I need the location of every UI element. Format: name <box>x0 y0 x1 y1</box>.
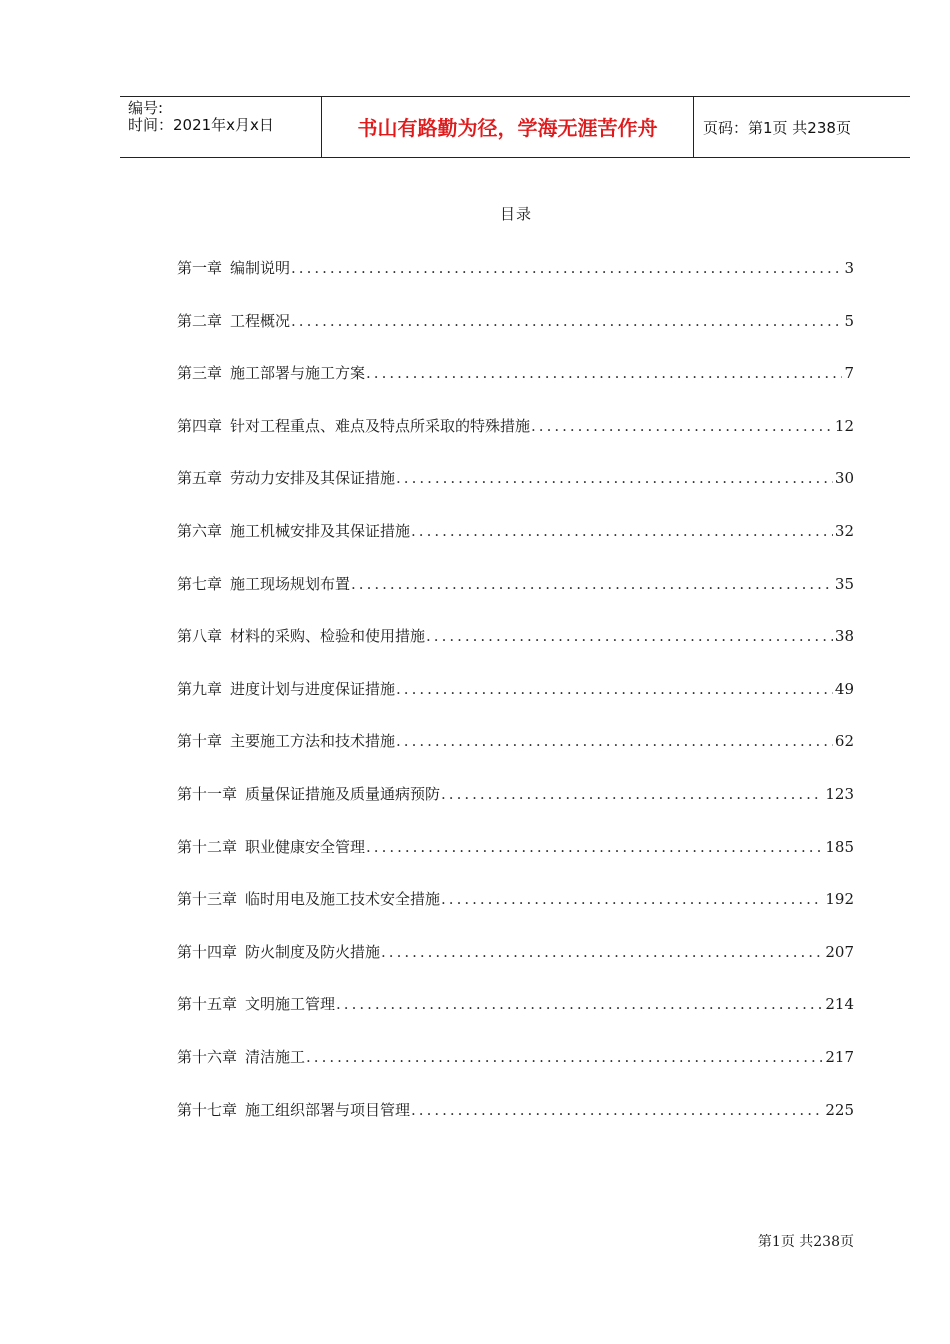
toc-chapter-title: 职业健康安全管理 <box>245 837 366 856</box>
toc-page-number: 3 <box>844 259 854 277</box>
toc-entry[interactable] <box>177 678 854 731</box>
toc-chapter-number: 第八章 <box>177 627 223 646</box>
toc-dot-leader <box>396 678 833 700</box>
toc-entry[interactable] <box>177 783 854 836</box>
toc-chapter-title: 临时用电及施工技术安全措施 <box>245 890 441 909</box>
toc-chapter-title: 文明施工管理 <box>245 995 336 1014</box>
document-date: 时间：2021年x月x日 <box>128 116 274 134</box>
toc-chapter-number: 第九章 <box>177 679 223 698</box>
header-motto-cell <box>321 97 694 157</box>
toc-entry[interactable] <box>177 362 854 415</box>
toc-page-number: 49 <box>834 679 854 698</box>
toc-page-number: 7 <box>844 364 854 383</box>
toc-entry[interactable] <box>177 836 854 889</box>
toc-entry[interactable] <box>177 415 854 468</box>
toc-dot-leader <box>441 888 823 910</box>
toc-page-number: 225 <box>825 1100 854 1119</box>
toc-chapter-title: 材料的采购、检验和使用措施 <box>230 627 426 646</box>
toc-dot-leader <box>306 1046 823 1068</box>
toc-page-number: 185 <box>825 837 854 856</box>
toc-entry[interactable] <box>177 993 854 1046</box>
toc-entry[interactable] <box>177 1046 854 1099</box>
toc-title: 目录 <box>499 205 532 223</box>
toc-chapter-number: 第六章 <box>177 521 223 540</box>
toc-chapter-number: 第十七章 <box>177 1100 238 1119</box>
toc-chapter-title: 施工部署与施工方案 <box>230 364 366 383</box>
toc-entry[interactable] <box>177 257 854 310</box>
toc-entry[interactable] <box>177 730 854 783</box>
toc-chapter-title: 清洁施工 <box>245 1047 306 1066</box>
toc-chapter-number: 第十五章 <box>177 995 238 1014</box>
toc-dot-leader <box>381 941 823 963</box>
header-motto: 书山有路勤为径，学海无涯苦作舟 <box>357 116 658 140</box>
toc-chapter-title: 质量保证措施及质量通病预防 <box>245 784 441 803</box>
toc-chapter-number: 第十一章 <box>177 784 238 803</box>
toc-entry[interactable] <box>177 520 854 573</box>
toc-chapter-number: 第十四章 <box>177 942 238 961</box>
toc-page-number: 123 <box>825 784 854 803</box>
toc-page-number: 38 <box>834 627 854 646</box>
toc-dot-leader <box>291 257 842 279</box>
toc-chapter-title: 施工组织部署与项目管理 <box>245 1100 411 1119</box>
toc-dot-leader <box>411 1099 823 1121</box>
toc-entry[interactable] <box>177 1099 854 1152</box>
toc-chapter-number: 第七章 <box>177 574 223 593</box>
header-page-code: 页码：第1页 共238页 <box>703 119 851 137</box>
toc-entry[interactable] <box>177 941 854 994</box>
toc-chapter-title: 劳动力安排及其保证措施 <box>230 469 396 488</box>
toc-dot-leader <box>441 783 823 805</box>
toc-entry[interactable] <box>177 625 854 678</box>
toc-chapter-number: 第二章 <box>177 311 223 330</box>
toc-chapter-number: 第三章 <box>177 364 223 383</box>
toc-page-number: 207 <box>825 942 854 961</box>
toc-entry[interactable] <box>177 467 854 520</box>
toc-chapter-title: 工程概况 <box>230 311 291 330</box>
toc-chapter-title: 施工机械安排及其保证措施 <box>230 521 411 540</box>
toc-page-number: 30 <box>834 469 854 488</box>
toc-page-number: 32 <box>834 521 854 540</box>
toc-page-number: 35 <box>834 574 854 593</box>
page-footer: 第1页 共238页 <box>757 1234 854 1250</box>
toc-chapter-title: 编制说明 <box>230 259 291 277</box>
toc-chapter-title: 防火制度及防火措施 <box>245 942 381 961</box>
toc-chapter-number: 第五章 <box>177 469 223 488</box>
toc-dot-leader <box>411 520 833 542</box>
toc-chapter-number: 第十三章 <box>177 890 238 909</box>
toc-chapter-title: 施工现场规划布置 <box>230 574 351 593</box>
toc-chapter-number: 第一章 <box>177 259 223 277</box>
toc-dot-leader <box>531 415 833 437</box>
toc-entry[interactable] <box>177 310 854 363</box>
toc-chapter-number: 第四章 <box>177 416 223 435</box>
toc-page-number: 12 <box>834 416 854 435</box>
toc-dot-leader <box>366 362 842 384</box>
toc-dot-leader <box>351 573 833 595</box>
document-header <box>120 96 910 158</box>
toc-dot-leader <box>426 625 833 647</box>
toc-dot-leader <box>366 836 823 858</box>
toc-page-number: 192 <box>825 890 854 909</box>
toc-chapter-title: 主要施工方法和技术措施 <box>230 732 396 751</box>
toc-dot-leader <box>291 310 842 332</box>
toc-dot-leader <box>396 467 833 489</box>
document-number-label: 编号: <box>128 99 164 117</box>
toc-page-number: 5 <box>844 311 854 330</box>
header-meta-cell <box>120 97 321 157</box>
toc-page-number: 214 <box>825 995 854 1014</box>
toc-chapter-number: 第十二章 <box>177 837 238 856</box>
toc-page-number: 217 <box>825 1047 854 1066</box>
toc-chapter-number: 第十六章 <box>177 1047 238 1066</box>
table-of-contents <box>177 257 854 1151</box>
toc-dot-leader <box>396 730 833 752</box>
toc-chapter-number: 第十章 <box>177 732 223 751</box>
toc-entry[interactable] <box>177 888 854 941</box>
toc-dot-leader <box>336 993 823 1015</box>
toc-entry[interactable] <box>177 573 854 626</box>
toc-chapter-title: 进度计划与进度保证措施 <box>230 679 396 698</box>
header-page-cell <box>694 97 910 157</box>
toc-chapter-title: 针对工程重点、难点及特点所采取的特殊措施 <box>230 416 531 435</box>
toc-page-number: 62 <box>834 732 854 751</box>
